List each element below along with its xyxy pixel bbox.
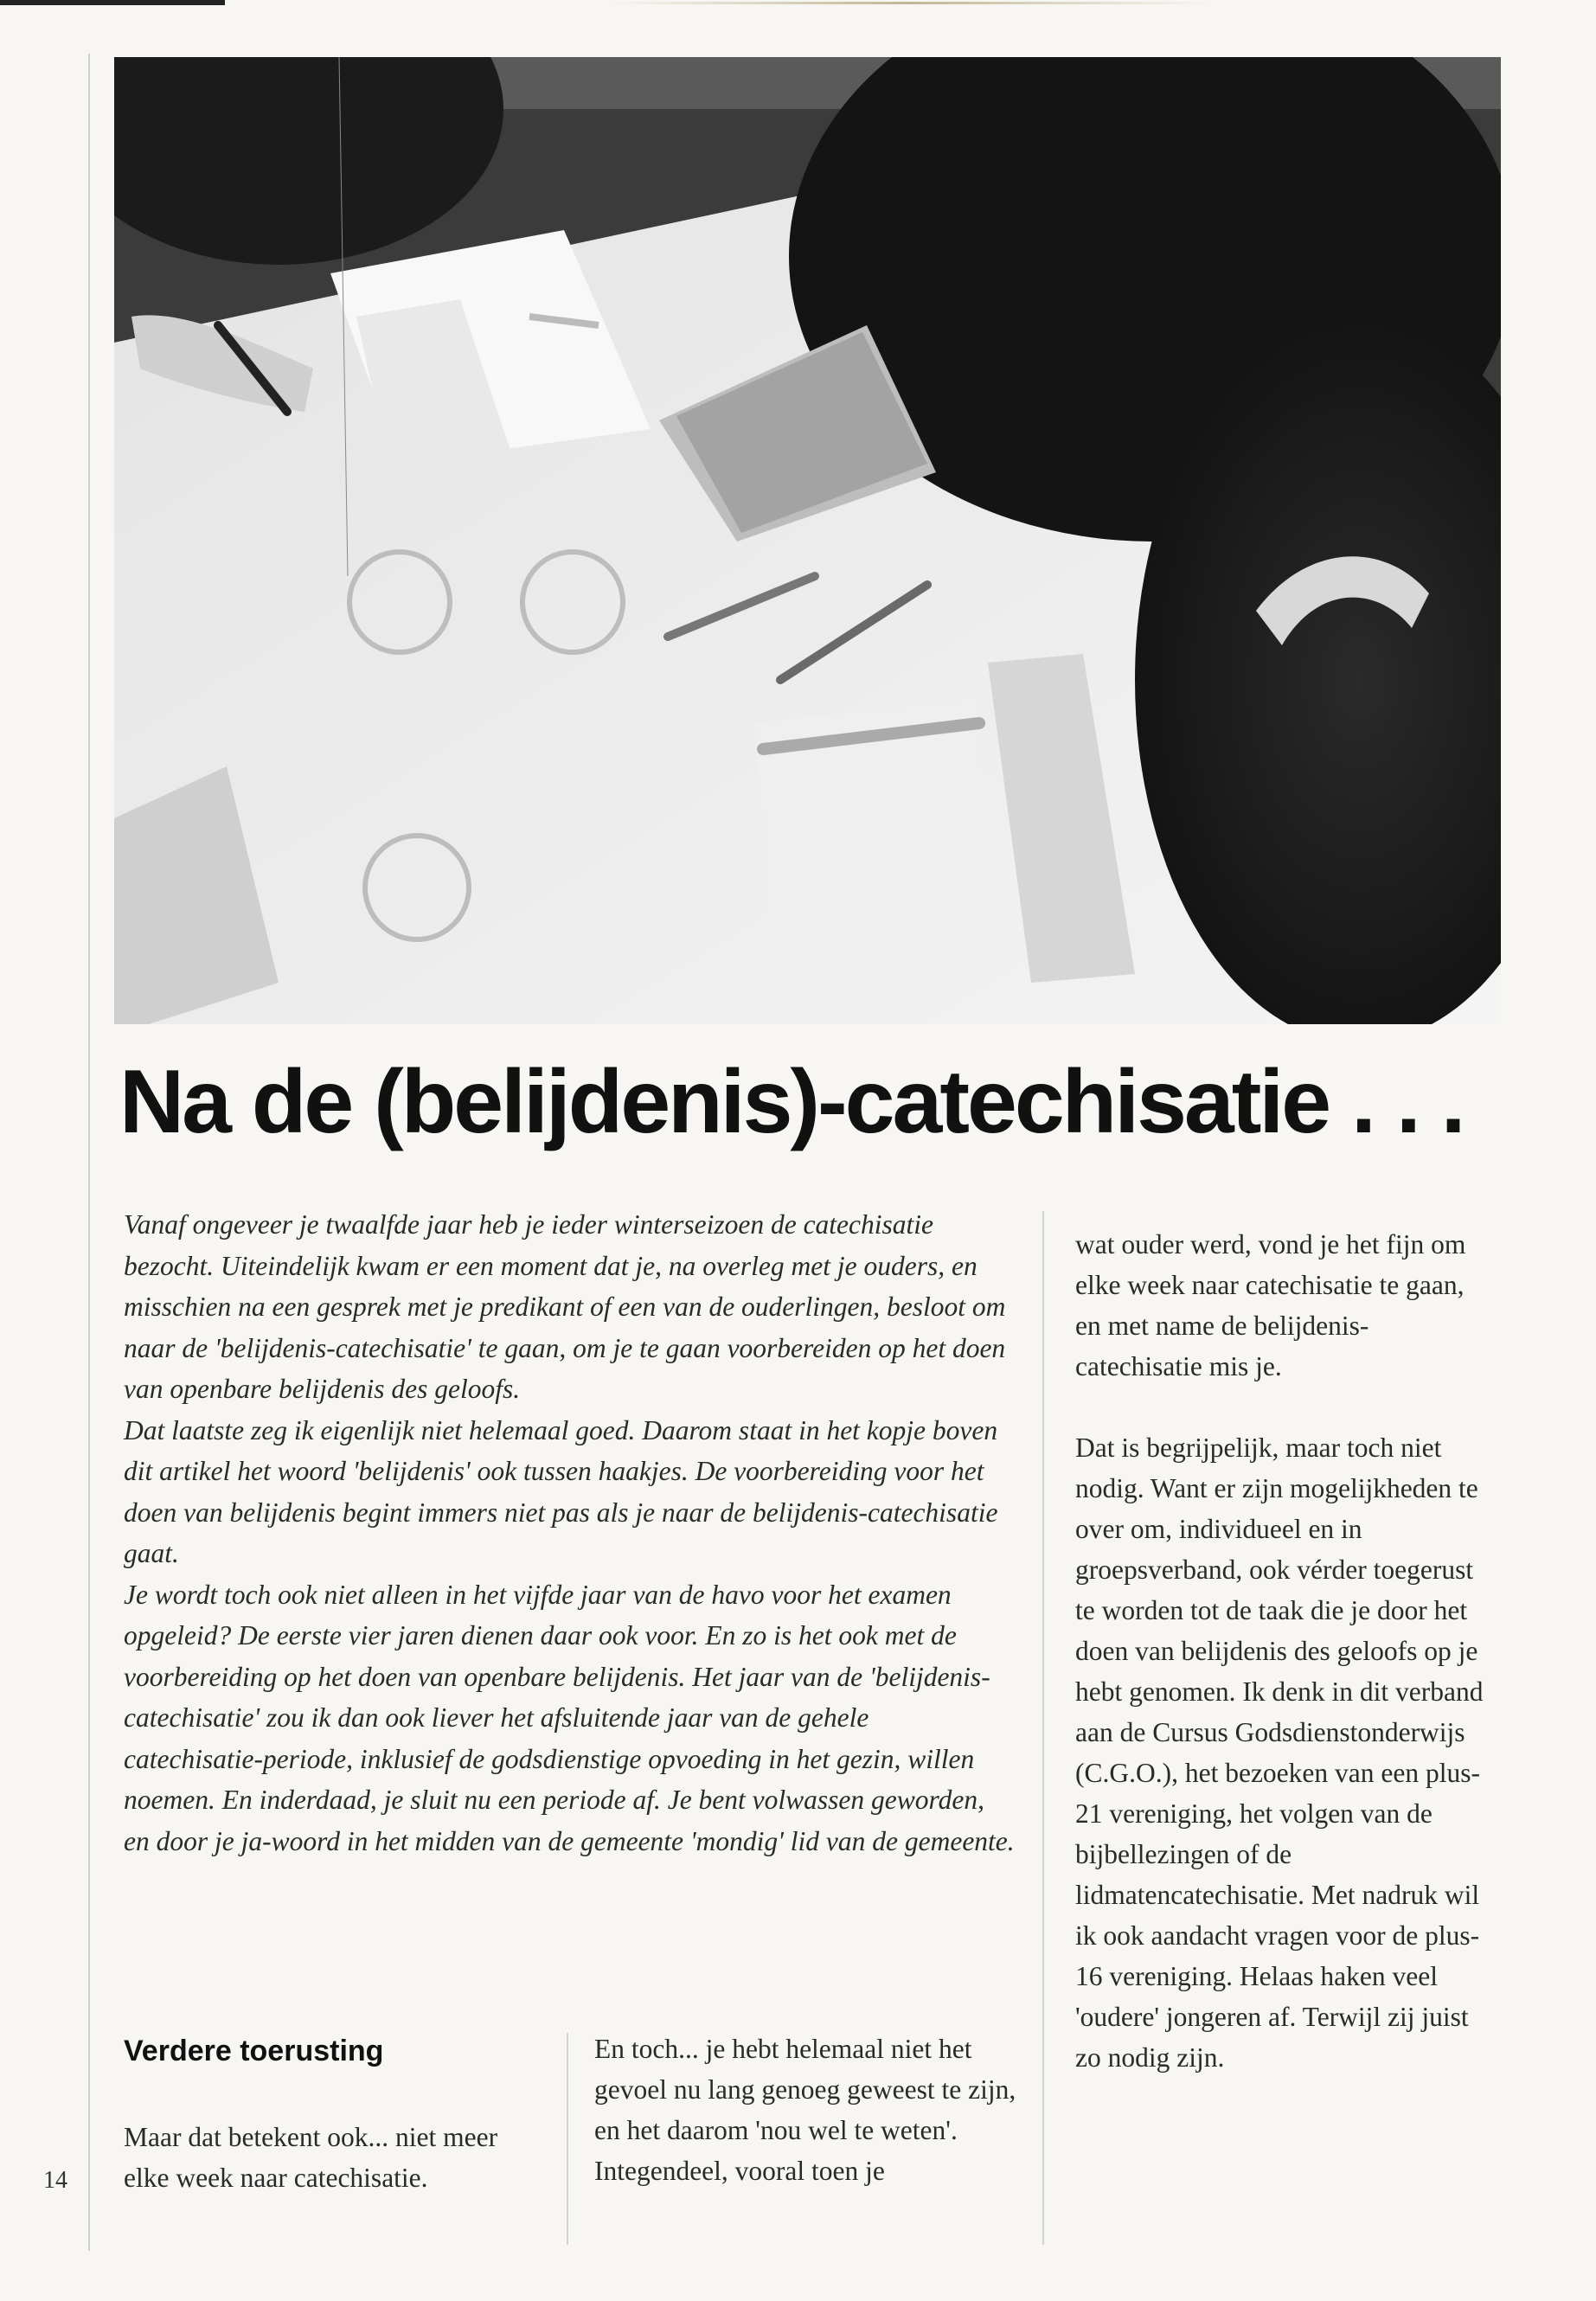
column-rule bbox=[567, 2033, 568, 2245]
column-paragraph: wat ouder werd, vond je het fijn om elke week naar catechisatie te gaan, en met name de belijdenis-catechisatie mis je. bbox=[1075, 1229, 1466, 1381]
article-photo bbox=[114, 57, 1501, 1024]
page-number: 14 bbox=[43, 2167, 67, 2194]
article-intro bbox=[124, 1204, 1015, 1862]
column-1 bbox=[124, 2117, 530, 2198]
top-rule-fade bbox=[606, 2, 1211, 4]
top-rule bbox=[0, 0, 225, 5]
column-rule bbox=[1042, 1211, 1044, 2245]
intro-paragraph: Dat laatste zeg ik eigenlijk niet helemaal goed. Daarom staat in het kopje boven dit artikel het woord 'belijdenis' ook tussen haakjes. De voorbereiding voor het doen van belijdenis begint immers niet pas als je naar de belijdenis-catechisatie gaat. bbox=[124, 1414, 998, 1568]
column-2 bbox=[594, 2029, 1022, 2191]
article-title: Na de (belijdenis)-catechisatie . . . bbox=[119, 1052, 1464, 1152]
section-heading: Verdere toerusting bbox=[124, 2035, 384, 2067]
intro-paragraph: Vanaf ongeveer je twaalfde jaar heb je ieder winterseizoen de catechisatie bezocht. Uiteindelijk kwam er een moment dat je, na overleg met je ouders, en misschien na een gesprek met je predikant of een van de ouderlingen, besloot om naar de 'belijdenis-catechisatie' te gaan, om je te gaan voorbereiden op het doen van openbare belijdenis des geloofs. bbox=[124, 1209, 1006, 1404]
column-3 bbox=[1075, 1224, 1490, 2078]
column-paragraph: Dat is begrijpelijk, maar toch niet nodig. Want er zijn mogelijkheden te over om, individueel en in groepsverband, ook vérder toegerust te worden tot de taak die je door het doen van belijdenis des geloofs op je hebt genomen. Ik denk in dit verband aan de Cursus Godsdienstonderwijs (C.G.O.), het bezoeken van een plus-21 vereniging, het volgen van de bijbellezingen of de lidmatencatechisatie. Met nadruk wil ik ook aandacht vragen voor de plus-16 vereniging. Helaas haken veel 'oudere' jongeren af. Terwijl zij juist zo nodig zijn. bbox=[1075, 1433, 1484, 2073]
column-paragraph: En toch... je hebt helemaal niet het gevoel nu lang genoeg geweest te zijn, en het daarom 'nou wel te weten'. Integendeel, vooral toen je bbox=[594, 2034, 1016, 2186]
intro-paragraph: Je wordt toch ook niet alleen in het vijfde jaar van de havo voor het examen opgeleid? De eerste vier jaren dienen daar ook voor. En zo is het ook met de voorbereiding op het doen van openbare belijdenis. Het jaar van de 'belijdenis-catechisatie' zou ik dan ook liever het afsluitende jaar van de gehele catechisatie-periode, inklusief de godsdienstige opvoeding in het gezin, willen noemen. En inderdaad, je sluit nu een periode af. Je bent volwassen geworden, en door je ja-woord in het midden van de gemeente 'mondig' lid van de gemeente. bbox=[124, 1579, 1015, 1856]
margin-rule bbox=[88, 54, 90, 2251]
column-paragraph: Maar dat betekent ook... niet meer elke week naar catechisatie. bbox=[124, 2122, 498, 2193]
